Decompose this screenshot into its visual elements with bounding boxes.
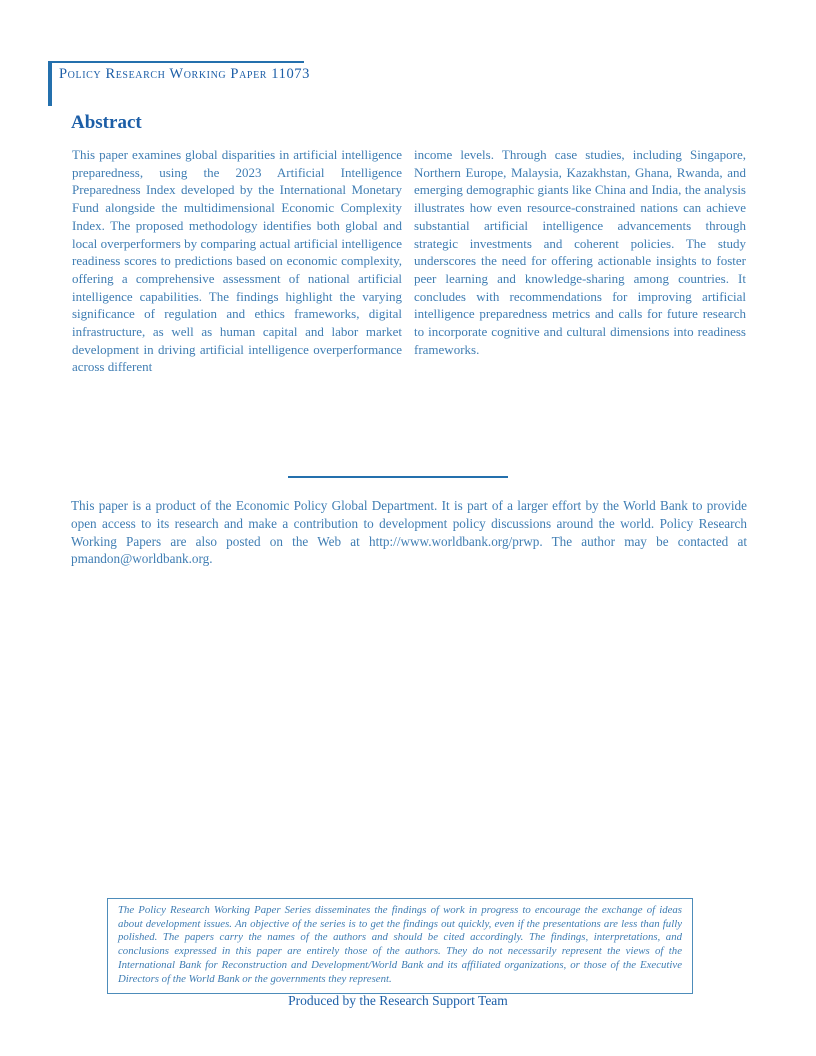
footer-producer-line: Produced by the Research Support Team <box>288 993 508 1008</box>
disclaimer-box <box>107 898 693 994</box>
series-header: Policy Research Working Paper 11073 <box>59 66 310 82</box>
disclaimer-text: The Policy Research Working Paper Series disseminates the findings of work in progress to encourage the exchange of ideas about development issues. An objective of the series is to get the findings out quickly, even if the presentations are less than fully polished. The papers carry the names of the authors and should be cited accordingly. The findings, interpretations, and conclusions expressed in this paper are entirely those of the authors. They do not necessarily represent the views of the International Bank for Reconstruction and Development/World Bank and its affiliated organizations, or those of the Executive Directors of the World Bank or the governments they represent. <box>118 904 682 985</box>
provenance-text-2: . The author may be contacted at <box>539 533 747 549</box>
provenance-text-1: This paper is a product of the Economic Policy Global Department. It is part of a larger effort by the World Bank to provide open access to its research and make a contribution to development policy discussions around the world. Policy Research Working Papers are also posted on the Web at <box>71 498 747 549</box>
masthead-left-bar <box>48 61 52 106</box>
masthead-top-rule <box>48 61 304 63</box>
abstract-column-left: This paper examines global disparities in artificial intelligence preparedness, using the 2023 Artificial Intelligence Preparedness Index developed by the International Monetary Fund alongside the multidimensional Economic Complexity Index. The proposed methodology identifies both global and local overperformers by comparing actual artificial intelligence readiness scores to predictions based on economic complexity, offering a comprehensive assessment of national artificial intelligence capabilities. The findings highlight the varying significance of regulation and ethics frameworks, digital infrastructure, as well as human capital and labor market development in driving artificial intelligence overperformance across different <box>72 147 402 375</box>
provenance-paragraph <box>71 497 747 568</box>
abstract-column-right: income levels. Through case studies, including Singapore, Northern Europe, Malaysia, Kazakhstan, Ghana, Rwanda, and emerging demographic giants like China and India, the analysis illustrates how even resource-constrained nations can achieve substantial artificial intelligence advancements through strategic investments and coherent policies. The study underscores the need for offering actionable insights to foster peer learning and knowledge-sharing among countries. It concludes with recommendations for improving artificial intelligence preparedness metrics and calls for future research to incorporate cognitive and cultural dimensions into readiness frameworks. <box>414 147 746 357</box>
section-divider-rule <box>288 476 508 478</box>
provenance-text-3: . <box>209 551 213 567</box>
abstract-heading: Abstract <box>71 112 142 133</box>
author-email-link[interactable]: pmandon@worldbank.org <box>71 551 210 567</box>
abstract-body <box>72 146 746 376</box>
prwp-url-link[interactable]: http://www.worldbank.org/prwp <box>369 533 540 549</box>
